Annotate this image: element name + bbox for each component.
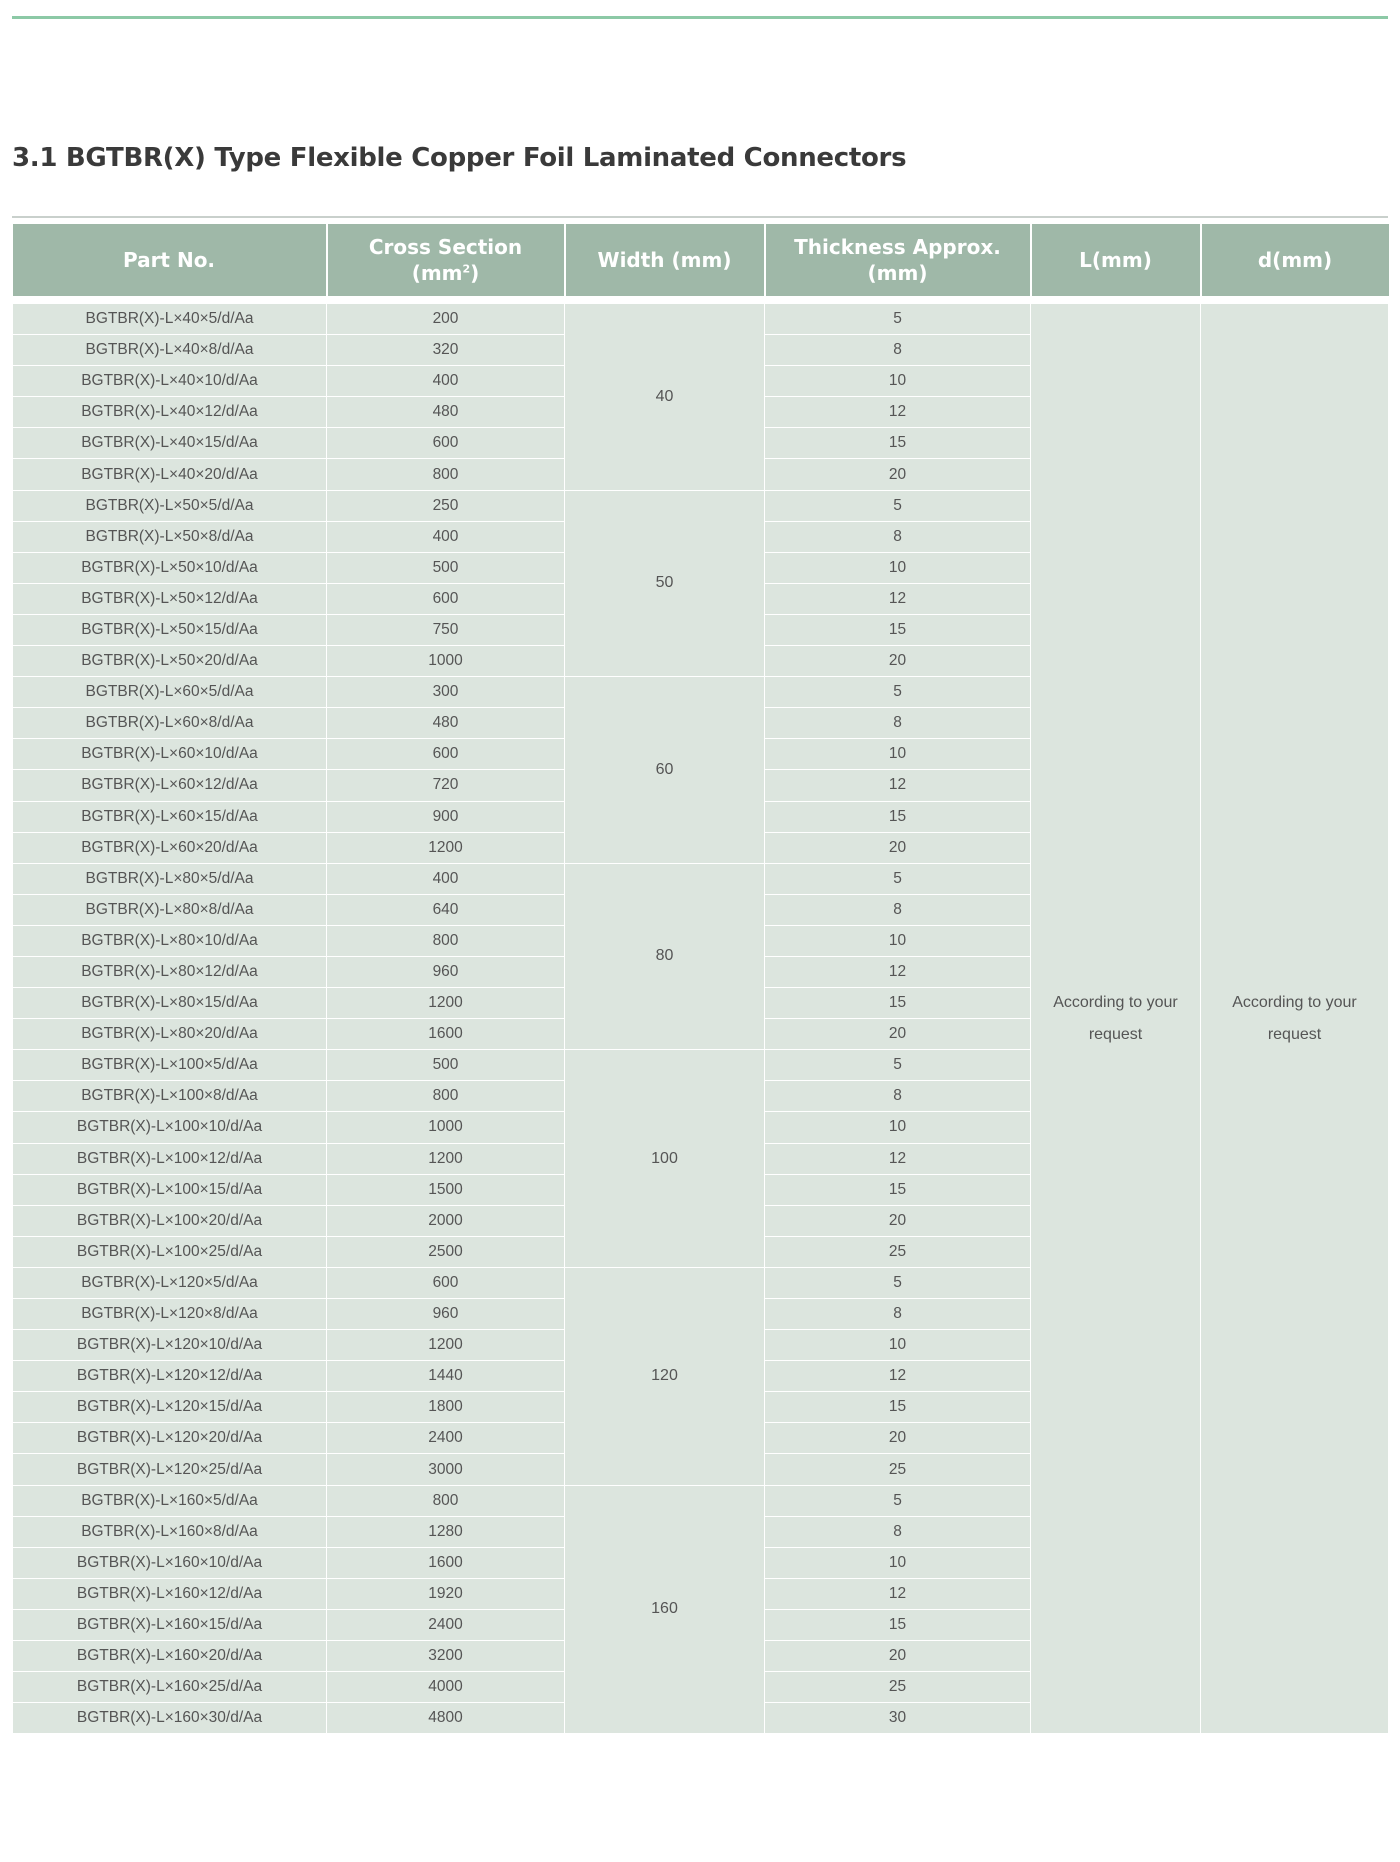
- thickness-cell: 15: [765, 428, 1031, 459]
- header-width: Width (mm): [565, 224, 765, 300]
- cross-section-cell: 4000: [327, 1672, 565, 1703]
- thickness-cell: 10: [765, 925, 1031, 956]
- cross-section-cell: 900: [327, 801, 565, 832]
- width-cell: 80: [565, 863, 765, 1050]
- thickness-cell: 8: [765, 894, 1031, 925]
- cross-section-cell: 1280: [327, 1516, 565, 1547]
- thickness-cell: 10: [765, 1112, 1031, 1143]
- part-number-cell: BGTBR(X)-L×80×8/d/Aa: [13, 894, 327, 925]
- header-cross-section-close: ): [470, 261, 480, 285]
- cross-section-cell: 480: [327, 397, 565, 428]
- header-d: d(mm): [1201, 224, 1389, 300]
- part-number-cell: BGTBR(X)-L×40×10/d/Aa: [13, 366, 327, 397]
- thickness-cell: 20: [765, 1205, 1031, 1236]
- part-number-cell: BGTBR(X)-L×100×5/d/Aa: [13, 1050, 327, 1081]
- cross-section-cell: 800: [327, 925, 565, 956]
- cross-section-cell: 800: [327, 1485, 565, 1516]
- thickness-cell: 8: [765, 1081, 1031, 1112]
- thickness-cell: 15: [765, 1392, 1031, 1423]
- part-number-cell: BGTBR(X)-L×60×15/d/Aa: [13, 801, 327, 832]
- cross-section-cell: 1600: [327, 1547, 565, 1578]
- thickness-cell: 30: [765, 1703, 1031, 1734]
- cross-section-cell: 1600: [327, 1019, 565, 1050]
- cross-section-cell: 500: [327, 552, 565, 583]
- width-cell: 160: [565, 1485, 765, 1734]
- header-cross-section: [327, 224, 565, 300]
- thickness-cell: 5: [765, 1050, 1031, 1081]
- thickness-cell: 12: [765, 1143, 1031, 1174]
- header-thickness: [765, 224, 1031, 300]
- thickness-cell: 8: [765, 335, 1031, 366]
- cross-section-cell: 2000: [327, 1205, 565, 1236]
- cross-section-cell: 960: [327, 956, 565, 987]
- width-cell: 120: [565, 1267, 765, 1485]
- thickness-cell: 15: [765, 988, 1031, 1019]
- thickness-cell: 10: [765, 366, 1031, 397]
- part-number-cell: BGTBR(X)-L×160×5/d/Aa: [13, 1485, 327, 1516]
- cross-section-cell: 640: [327, 894, 565, 925]
- part-number-cell: BGTBR(X)-L×50×5/d/Aa: [13, 490, 327, 521]
- cross-section-cell: 800: [327, 459, 565, 490]
- thickness-cell: 12: [765, 583, 1031, 614]
- part-number-cell: BGTBR(X)-L×80×5/d/Aa: [13, 863, 327, 894]
- thickness-cell: 20: [765, 1423, 1031, 1454]
- thickness-cell: 20: [765, 646, 1031, 677]
- part-number-cell: BGTBR(X)-L×80×20/d/Aa: [13, 1019, 327, 1050]
- thickness-cell: 20: [765, 1641, 1031, 1672]
- thickness-cell: 8: [765, 708, 1031, 739]
- thickness-cell: 20: [765, 1019, 1031, 1050]
- part-number-cell: BGTBR(X)-L×60×20/d/Aa: [13, 832, 327, 863]
- cross-section-cell: 1200: [327, 1143, 565, 1174]
- cross-section-cell: 800: [327, 1081, 565, 1112]
- cross-section-cell: 1200: [327, 832, 565, 863]
- width-cell: 50: [565, 490, 765, 677]
- part-number-cell: BGTBR(X)-L×120×12/d/Aa: [13, 1361, 327, 1392]
- cross-section-cell: 2400: [327, 1609, 565, 1640]
- cross-section-cell: 1920: [327, 1578, 565, 1609]
- part-number-cell: BGTBR(X)-L×40×15/d/Aa: [13, 428, 327, 459]
- cross-section-cell: 2500: [327, 1236, 565, 1267]
- cross-section-cell: 1200: [327, 988, 565, 1019]
- part-number-cell: BGTBR(X)-L×80×12/d/Aa: [13, 956, 327, 987]
- cross-section-cell: 600: [327, 739, 565, 770]
- header-l: L(mm): [1031, 224, 1201, 300]
- part-number-cell: BGTBR(X)-L×80×15/d/Aa: [13, 988, 327, 1019]
- part-number-cell: BGTBR(X)-L×80×10/d/Aa: [13, 925, 327, 956]
- part-number-cell: BGTBR(X)-L×160×12/d/Aa: [13, 1578, 327, 1609]
- part-number-cell: BGTBR(X)-L×160×8/d/Aa: [13, 1516, 327, 1547]
- thickness-cell: 25: [765, 1236, 1031, 1267]
- d-value-cell: According to your request: [1201, 300, 1389, 1734]
- thickness-cell: 15: [765, 1174, 1031, 1205]
- part-number-cell: BGTBR(X)-L×120×15/d/Aa: [13, 1392, 327, 1423]
- thickness-cell: 12: [765, 956, 1031, 987]
- cross-section-cell: 1200: [327, 1330, 565, 1361]
- thickness-cell: 5: [765, 300, 1031, 335]
- part-number-cell: BGTBR(X)-L×100×8/d/Aa: [13, 1081, 327, 1112]
- part-number-cell: BGTBR(X)-L×120×25/d/Aa: [13, 1454, 327, 1485]
- cross-section-cell: 320: [327, 335, 565, 366]
- part-number-cell: BGTBR(X)-L×50×15/d/Aa: [13, 614, 327, 645]
- thickness-cell: 8: [765, 1299, 1031, 1330]
- cross-section-cell: 250: [327, 490, 565, 521]
- thickness-cell: 8: [765, 1516, 1031, 1547]
- thickness-cell: 5: [765, 1267, 1031, 1298]
- cross-section-cell: 3000: [327, 1454, 565, 1485]
- cross-section-cell: 600: [327, 1267, 565, 1298]
- cross-section-cell: 1500: [327, 1174, 565, 1205]
- width-cell: 60: [565, 677, 765, 864]
- cross-section-cell: 400: [327, 366, 565, 397]
- thickness-cell: 8: [765, 521, 1031, 552]
- part-number-cell: BGTBR(X)-L×50×8/d/Aa: [13, 521, 327, 552]
- cross-section-cell: 4800: [327, 1703, 565, 1734]
- header-thickness-unit: (mm): [867, 261, 928, 285]
- cross-section-cell: 1440: [327, 1361, 565, 1392]
- cross-section-cell: 1000: [327, 1112, 565, 1143]
- thickness-cell: 25: [765, 1672, 1031, 1703]
- part-number-cell: BGTBR(X)-L×120×20/d/Aa: [13, 1423, 327, 1454]
- part-number-cell: BGTBR(X)-L×60×8/d/Aa: [13, 708, 327, 739]
- part-number-cell: BGTBR(X)-L×100×10/d/Aa: [13, 1112, 327, 1143]
- cross-section-cell: 200: [327, 300, 565, 335]
- part-number-cell: BGTBR(X)-L×50×10/d/Aa: [13, 552, 327, 583]
- thickness-cell: 20: [765, 459, 1031, 490]
- thickness-cell: 5: [765, 490, 1031, 521]
- thickness-cell: 12: [765, 1361, 1031, 1392]
- cross-section-cell: 400: [327, 521, 565, 552]
- part-number-cell: BGTBR(X)-L×120×8/d/Aa: [13, 1299, 327, 1330]
- thickness-cell: 5: [765, 863, 1031, 894]
- width-cell: 100: [565, 1050, 765, 1268]
- part-number-cell: BGTBR(X)-L×60×5/d/Aa: [13, 677, 327, 708]
- cross-section-cell: 600: [327, 428, 565, 459]
- cross-section-cell: 1800: [327, 1392, 565, 1423]
- cross-section-cell: 480: [327, 708, 565, 739]
- part-number-cell: BGTBR(X)-L×160×10/d/Aa: [13, 1547, 327, 1578]
- section-title: 3.1 BGTBR(X) Type Flexible Copper Foil Laminated Connectors: [12, 143, 907, 173]
- thickness-cell: 5: [765, 1485, 1031, 1516]
- part-number-cell: BGTBR(X)-L×160×15/d/Aa: [13, 1609, 327, 1640]
- thickness-cell: 5: [765, 677, 1031, 708]
- thickness-cell: 10: [765, 552, 1031, 583]
- part-number-cell: BGTBR(X)-L×60×10/d/Aa: [13, 739, 327, 770]
- header-part-no: Part No.: [13, 224, 327, 300]
- thickness-cell: 15: [765, 801, 1031, 832]
- top-divider: [12, 16, 1388, 19]
- cross-section-cell: 500: [327, 1050, 565, 1081]
- header-cross-section-unit: (mm: [411, 261, 463, 285]
- thickness-cell: 10: [765, 1547, 1031, 1578]
- cross-section-cell: 3200: [327, 1641, 565, 1672]
- cross-section-cell: 750: [327, 614, 565, 645]
- part-number-cell: BGTBR(X)-L×50×12/d/Aa: [13, 583, 327, 614]
- thickness-cell: 15: [765, 1609, 1031, 1640]
- width-cell: 40: [565, 300, 765, 490]
- part-number-cell: BGTBR(X)-L×120×10/d/Aa: [13, 1330, 327, 1361]
- thickness-cell: 12: [765, 1578, 1031, 1609]
- part-number-cell: BGTBR(X)-L×160×25/d/Aa: [13, 1672, 327, 1703]
- cross-section-cell: 1000: [327, 646, 565, 677]
- thickness-cell: 20: [765, 832, 1031, 863]
- table-body: [13, 300, 1389, 1734]
- table-header-row: [13, 224, 1389, 300]
- part-number-cell: BGTBR(X)-L×100×15/d/Aa: [13, 1174, 327, 1205]
- title-divider: [12, 216, 1388, 218]
- part-number-cell: BGTBR(X)-L×50×20/d/Aa: [13, 646, 327, 677]
- part-number-cell: BGTBR(X)-L×160×20/d/Aa: [13, 1641, 327, 1672]
- cross-section-cell: 2400: [327, 1423, 565, 1454]
- part-number-cell: BGTBR(X)-L×40×8/d/Aa: [13, 335, 327, 366]
- part-number-cell: BGTBR(X)-L×120×5/d/Aa: [13, 1267, 327, 1298]
- header-cross-section-sup: 2: [462, 262, 471, 276]
- part-number-cell: BGTBR(X)-L×40×20/d/Aa: [13, 459, 327, 490]
- part-number-cell: BGTBR(X)-L×100×12/d/Aa: [13, 1143, 327, 1174]
- part-number-cell: BGTBR(X)-L×60×12/d/Aa: [13, 770, 327, 801]
- thickness-cell: 12: [765, 397, 1031, 428]
- thickness-cell: 10: [765, 739, 1031, 770]
- part-number-cell: BGTBR(X)-L×40×12/d/Aa: [13, 397, 327, 428]
- cross-section-cell: 960: [327, 1299, 565, 1330]
- header-thickness-label: Thickness Approx.: [794, 235, 1001, 259]
- cross-section-cell: 300: [327, 677, 565, 708]
- part-number-cell: BGTBR(X)-L×160×30/d/Aa: [13, 1703, 327, 1734]
- thickness-cell: 10: [765, 1330, 1031, 1361]
- thickness-cell: 15: [765, 614, 1031, 645]
- table-row: [13, 300, 1389, 335]
- part-number-cell: BGTBR(X)-L×100×20/d/Aa: [13, 1205, 327, 1236]
- part-number-cell: BGTBR(X)-L×40×5/d/Aa: [13, 300, 327, 335]
- connector-spec-table: [12, 224, 1389, 1734]
- cross-section-cell: 720: [327, 770, 565, 801]
- thickness-cell: 12: [765, 770, 1031, 801]
- cross-section-cell: 400: [327, 863, 565, 894]
- header-cross-section-label: Cross Section: [368, 235, 523, 259]
- thickness-cell: 25: [765, 1454, 1031, 1485]
- cross-section-cell: 600: [327, 583, 565, 614]
- part-number-cell: BGTBR(X)-L×100×25/d/Aa: [13, 1236, 327, 1267]
- l-value-cell: According to your request: [1031, 300, 1201, 1734]
